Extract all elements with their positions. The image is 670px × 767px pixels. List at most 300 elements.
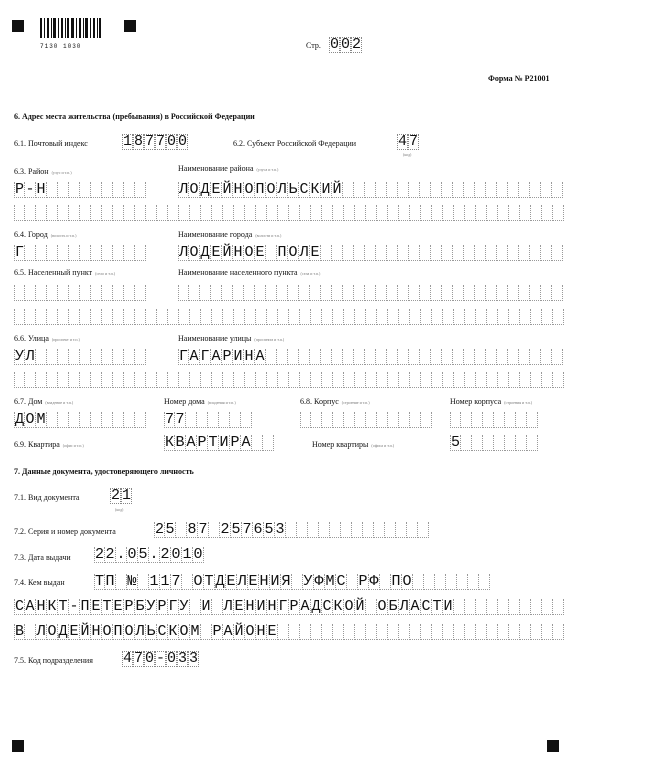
char-cell — [300, 309, 311, 325]
char-cell — [542, 599, 553, 615]
char-cell — [124, 349, 135, 365]
char-cell — [531, 309, 542, 325]
char-cell: Н — [233, 180, 243, 198]
char-cell — [179, 205, 190, 221]
char-cell — [421, 624, 432, 640]
char-cell — [102, 182, 113, 198]
char-cell — [244, 285, 255, 301]
char-cell — [442, 285, 453, 301]
char-cell: А — [211, 347, 221, 365]
char-cell — [113, 412, 124, 428]
char-cell — [519, 285, 530, 301]
char-cell — [519, 245, 530, 261]
char-cell — [277, 349, 288, 365]
char-cell — [454, 624, 465, 640]
char-cell — [486, 285, 497, 301]
char-cell: 3 — [189, 650, 199, 667]
char-cell: С — [299, 180, 309, 198]
issue-date-label: 7.3. Дата выдачи — [14, 553, 71, 562]
char-cell: 5 — [451, 433, 461, 451]
char-cell — [498, 309, 509, 325]
char-cell — [267, 309, 278, 325]
char-cell — [36, 309, 47, 325]
char-cell: 3 — [178, 650, 188, 667]
district-type-field[interactable] — [14, 182, 146, 198]
char-cell: Ь — [146, 622, 156, 640]
char-cell — [212, 205, 223, 221]
char-cell — [366, 624, 377, 640]
char-cell — [365, 245, 376, 261]
char-cell — [483, 435, 494, 451]
issued-by-field-line2[interactable] — [14, 599, 564, 615]
char-cell — [475, 182, 486, 198]
char-cell — [354, 349, 365, 365]
char-cell — [102, 245, 113, 261]
char-cell: Н — [36, 180, 46, 198]
char-cell — [347, 574, 358, 590]
char-cell: - — [25, 180, 35, 198]
char-cell — [509, 599, 520, 615]
char-cell — [58, 285, 69, 301]
char-cell — [69, 309, 80, 325]
char-cell: Е — [310, 243, 320, 261]
char-cell — [398, 349, 409, 365]
char-cell — [553, 309, 564, 325]
char-cell — [443, 372, 454, 388]
char-cell — [344, 624, 355, 640]
char-cell — [135, 205, 146, 221]
char-cell — [505, 412, 516, 428]
char-cell: А — [410, 597, 420, 615]
char-cell — [80, 412, 91, 428]
char-cell: Д — [200, 180, 210, 198]
char-cell — [421, 205, 432, 221]
char-cell — [47, 372, 58, 388]
char-cell — [377, 205, 388, 221]
char-cell — [91, 245, 102, 261]
char-cell — [113, 205, 124, 221]
char-cell — [25, 624, 36, 640]
char-cell — [201, 309, 212, 325]
subject-code-note: (код) — [403, 152, 412, 157]
char-cell — [311, 205, 322, 221]
char-cell: Л — [25, 347, 35, 365]
char-cell: А — [255, 347, 265, 365]
char-cell — [461, 412, 472, 428]
char-cell — [36, 205, 47, 221]
char-cell — [468, 574, 479, 590]
char-cell: Н — [233, 243, 243, 261]
char-cell — [552, 182, 563, 198]
char-cell — [387, 182, 398, 198]
char-cell — [497, 349, 508, 365]
char-cell: Р — [230, 433, 240, 451]
char-cell: Н — [244, 347, 254, 365]
district-name-label: Наименование района (улуса и т.п.) — [178, 164, 279, 173]
char-cell — [344, 412, 355, 428]
series-number-field[interactable] — [154, 522, 429, 538]
char-cell — [366, 412, 377, 428]
char-cell — [179, 309, 190, 325]
char-cell: О — [344, 597, 354, 615]
char-cell — [399, 372, 410, 388]
char-cell — [343, 285, 354, 301]
char-cell — [113, 349, 124, 365]
char-cell — [520, 624, 531, 640]
char-cell: О — [189, 180, 199, 198]
char-cell — [25, 205, 36, 221]
char-cell — [431, 285, 442, 301]
char-cell: Р — [212, 622, 222, 640]
char-cell: Г — [179, 347, 189, 365]
char-cell: И — [443, 597, 453, 615]
char-cell: Р — [15, 180, 25, 198]
barcode-bars-icon — [40, 18, 102, 42]
char-cell — [157, 309, 168, 325]
char-cell: С — [421, 597, 431, 615]
char-cell — [552, 245, 563, 261]
char-cell: Р — [197, 433, 207, 451]
char-cell — [354, 285, 365, 301]
char-cell — [321, 349, 332, 365]
char-cell: 1 — [122, 487, 132, 504]
char-cell: 5 — [264, 520, 274, 538]
char-cell — [124, 372, 135, 388]
char-cell — [366, 309, 377, 325]
char-cell: Д — [311, 597, 321, 615]
district-label: 6.3. Район (улус и т.п.) — [14, 167, 72, 176]
char-cell — [542, 624, 553, 640]
char-cell — [222, 285, 233, 301]
char-cell — [398, 285, 409, 301]
char-cell — [498, 599, 509, 615]
house-type-field[interactable] — [14, 412, 146, 428]
char-cell: А — [25, 597, 35, 615]
street-type-field[interactable] — [14, 349, 146, 365]
char-cell — [277, 285, 288, 301]
char-cell — [212, 309, 223, 325]
char-cell — [553, 205, 564, 221]
char-cell: А — [186, 433, 196, 451]
char-cell: 0 — [193, 545, 203, 563]
char-cell — [494, 435, 505, 451]
apartment-num-field[interactable] — [450, 435, 538, 451]
char-cell — [487, 372, 498, 388]
char-cell — [343, 245, 354, 261]
char-cell: О — [179, 622, 189, 640]
apartment-type-field[interactable] — [164, 435, 274, 451]
char-cell — [520, 309, 531, 325]
building-type-field[interactable] — [300, 412, 432, 428]
settlement-name-field-line2[interactable] — [14, 309, 564, 325]
building-num-field[interactable] — [450, 412, 538, 428]
char-cell — [58, 245, 69, 261]
corner-marker-top-left — [12, 20, 24, 32]
char-cell — [124, 285, 135, 301]
char-cell: 1 — [149, 572, 159, 590]
char-cell — [25, 285, 36, 301]
char-cell: С — [322, 597, 332, 615]
char-cell — [509, 372, 520, 388]
char-cell — [102, 412, 113, 428]
char-cell — [472, 412, 483, 428]
char-cell — [464, 349, 475, 365]
char-cell: У — [303, 572, 313, 590]
char-cell — [541, 182, 552, 198]
char-cell — [519, 349, 530, 365]
building-label: 6.8. Корпус (строение и т.п.) — [300, 397, 370, 406]
char-cell: Р — [289, 597, 299, 615]
char-cell — [116, 574, 127, 590]
char-cell — [355, 205, 366, 221]
section7-heading: 7. Данные документа, удостоверяющего личность — [14, 467, 194, 476]
char-cell — [322, 624, 333, 640]
char-cell: 1 — [182, 545, 192, 563]
char-cell — [102, 205, 113, 221]
char-cell — [124, 245, 135, 261]
char-cell — [442, 245, 453, 261]
char-cell: К — [168, 622, 178, 640]
char-cell — [376, 245, 387, 261]
char-cell: 7 — [145, 133, 155, 150]
char-cell — [542, 309, 553, 325]
char-cell — [387, 285, 398, 301]
char-cell — [399, 624, 410, 640]
char-cell — [332, 285, 343, 301]
char-cell: 6 — [253, 520, 263, 538]
char-cell — [509, 309, 520, 325]
char-cell: Л — [179, 243, 189, 261]
char-cell: 7 — [242, 520, 252, 538]
char-cell — [299, 285, 310, 301]
char-cell: Ь — [288, 180, 298, 198]
postal-index-field[interactable] — [122, 134, 188, 150]
char-cell — [267, 372, 278, 388]
issued-by-field-line1[interactable] — [94, 574, 490, 590]
issued-by-field-line3[interactable] — [14, 624, 564, 640]
district-name-field-line2[interactable] — [14, 205, 564, 221]
char-cell — [25, 372, 36, 388]
char-cell — [322, 412, 333, 428]
char-cell — [47, 205, 58, 221]
char-cell — [376, 349, 387, 365]
char-cell: И — [256, 597, 266, 615]
char-cell — [234, 205, 245, 221]
char-cell — [432, 309, 443, 325]
char-cell: К — [333, 597, 343, 615]
char-cell: Т — [208, 433, 218, 451]
char-cell — [344, 205, 355, 221]
char-cell — [388, 205, 399, 221]
char-cell: И — [270, 572, 280, 590]
street-name-field[interactable] — [178, 349, 563, 365]
subject-field[interactable] — [397, 134, 419, 150]
house-num-label: Номер дома (владения и т.п.) — [164, 397, 236, 406]
char-cell — [91, 182, 102, 198]
char-cell — [420, 245, 431, 261]
settlement-name-field[interactable] — [178, 285, 563, 301]
corner-marker-top-right — [124, 20, 136, 32]
char-cell — [479, 574, 490, 590]
char-cell — [388, 372, 399, 388]
char-cell: У — [179, 597, 189, 615]
char-cell — [442, 182, 453, 198]
char-cell — [407, 522, 418, 538]
char-cell — [508, 349, 519, 365]
city-type-field[interactable] — [14, 245, 146, 261]
char-cell — [190, 599, 201, 615]
char-cell — [252, 435, 263, 451]
char-cell — [146, 205, 157, 221]
char-cell — [486, 349, 497, 365]
char-cell — [498, 205, 509, 221]
char-cell: В — [15, 622, 25, 640]
char-cell: Е — [248, 572, 258, 590]
char-cell: 8 — [187, 520, 197, 538]
char-cell: О — [244, 180, 254, 198]
char-cell: Р — [157, 597, 167, 615]
barcode-number: 7130 1030 — [40, 43, 82, 50]
city-name-field[interactable] — [178, 245, 563, 261]
char-cell — [200, 285, 211, 301]
char-cell — [498, 624, 509, 640]
char-cell — [432, 624, 443, 640]
char-cell: П — [105, 572, 115, 590]
char-cell — [322, 372, 333, 388]
char-cell — [186, 412, 197, 428]
char-cell — [374, 522, 385, 538]
char-cell — [69, 245, 80, 261]
char-cell — [366, 205, 377, 221]
char-cell: Л — [277, 180, 287, 198]
char-cell — [91, 349, 102, 365]
char-cell: 2 — [95, 545, 105, 563]
char-cell: Г — [200, 347, 210, 365]
char-cell — [91, 205, 102, 221]
char-cell: Л — [299, 243, 309, 261]
char-cell — [135, 309, 146, 325]
char-cell — [435, 574, 446, 590]
char-cell — [135, 372, 146, 388]
char-cell — [47, 349, 58, 365]
char-cell — [299, 349, 310, 365]
settlement-type-field[interactable] — [14, 285, 146, 301]
char-cell — [47, 412, 58, 428]
house-num-field[interactable] — [164, 412, 252, 428]
char-cell: К — [165, 433, 175, 451]
char-cell — [278, 309, 289, 325]
char-cell: Е — [234, 597, 244, 615]
char-cell — [377, 412, 388, 428]
char-cell — [453, 182, 464, 198]
char-cell: . — [149, 545, 159, 563]
char-cell — [450, 412, 461, 428]
char-cell: О — [288, 243, 298, 261]
char-cell — [189, 285, 200, 301]
char-cell — [223, 205, 234, 221]
char-cell: 7 — [198, 520, 208, 538]
char-cell — [420, 349, 431, 365]
char-cell — [212, 599, 223, 615]
char-cell — [421, 412, 432, 428]
char-cell — [387, 349, 398, 365]
char-cell — [263, 435, 274, 451]
char-cell — [399, 309, 410, 325]
char-cell — [530, 349, 541, 365]
char-cell — [219, 412, 230, 428]
char-cell — [146, 372, 157, 388]
char-cell — [69, 412, 80, 428]
division-code-field[interactable] — [122, 651, 199, 667]
char-cell — [311, 309, 322, 325]
char-cell — [190, 309, 201, 325]
char-cell: 5 — [165, 520, 175, 538]
street-name-field-line2[interactable] — [14, 372, 564, 388]
char-cell: Р — [222, 347, 232, 365]
char-cell — [289, 624, 300, 640]
char-cell — [472, 435, 483, 451]
char-cell — [476, 624, 487, 640]
char-cell — [266, 285, 277, 301]
char-cell: Б — [388, 597, 398, 615]
char-cell: С — [15, 597, 25, 615]
char-cell — [36, 349, 47, 365]
char-cell — [113, 285, 124, 301]
street-label: 6.6. Улица (проспект и т.п.) — [14, 334, 80, 343]
char-cell: Н — [91, 622, 101, 640]
form-number: Форма № Р21001 — [488, 74, 550, 83]
char-cell — [212, 372, 223, 388]
division-code-label: 7.5. Код подразделения — [14, 656, 93, 665]
char-cell — [475, 285, 486, 301]
char-cell — [333, 309, 344, 325]
issued-by-label: 7.4. Кем выдан — [14, 578, 65, 587]
char-cell: М — [36, 410, 46, 428]
char-cell — [208, 412, 219, 428]
district-name-field[interactable] — [178, 182, 563, 198]
char-cell — [168, 309, 179, 325]
char-cell — [223, 372, 234, 388]
char-cell — [135, 182, 146, 198]
issue-date-field[interactable] — [94, 547, 204, 563]
char-cell — [321, 245, 332, 261]
doc-type-field[interactable] — [110, 488, 132, 504]
char-cell: С — [157, 622, 167, 640]
char-cell: Е — [69, 622, 79, 640]
street-name-label: Наименование улицы (проспекта и т.п.) — [178, 334, 285, 343]
postal-index-label: 6.1. Почтовый индекс — [14, 139, 88, 148]
char-cell — [497, 245, 508, 261]
subject-label: 6.2. Субъект Российской Федерации — [233, 139, 357, 148]
char-cell — [487, 205, 498, 221]
char-cell — [398, 182, 409, 198]
char-cell: 7 — [165, 410, 175, 428]
char-cell — [300, 205, 311, 221]
corner-marker-bottom-right — [547, 740, 559, 752]
char-cell — [278, 624, 289, 640]
char-cell — [457, 574, 468, 590]
char-cell — [91, 285, 102, 301]
char-cell — [14, 372, 25, 388]
char-cell: М — [325, 572, 335, 590]
char-cell — [431, 349, 442, 365]
char-cell: 2 — [352, 36, 362, 53]
char-cell — [201, 624, 212, 640]
char-cell — [245, 309, 256, 325]
char-cell — [476, 309, 487, 325]
char-cell — [377, 372, 388, 388]
char-cell — [292, 574, 303, 590]
